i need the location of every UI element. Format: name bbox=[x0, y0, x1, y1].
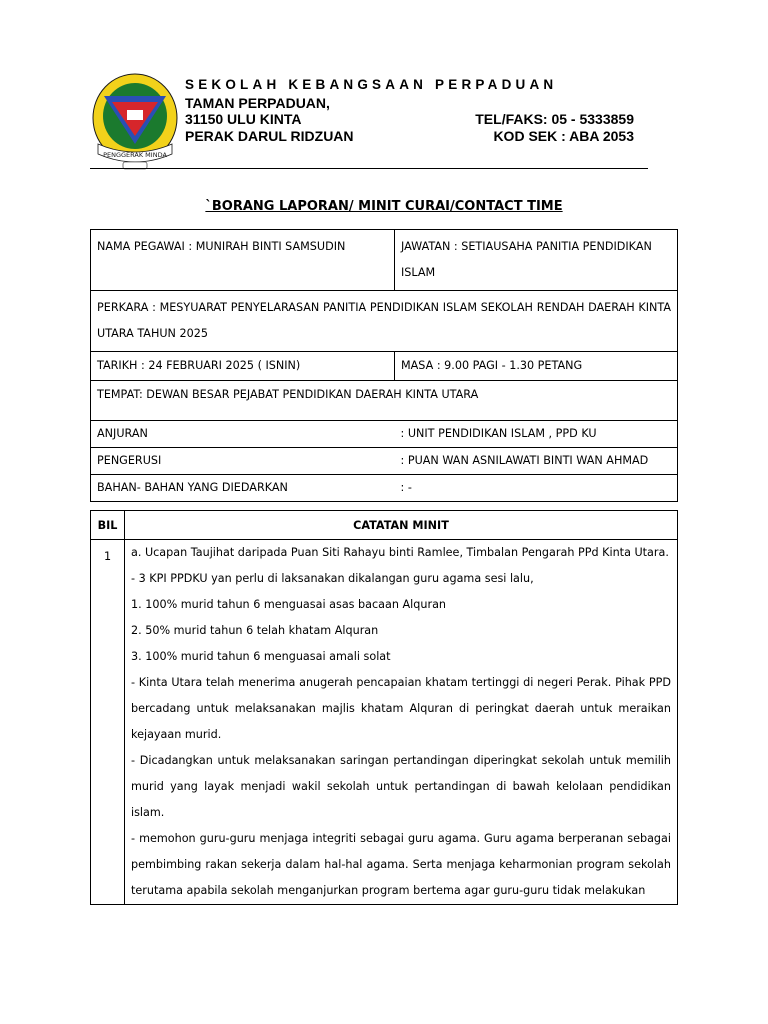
paragraph-2: - Dicadangkan untuk melaksanakan saringan pertandingan diperingkat sekolah untuk memilih murid yang layak menjadi wakil sekolah untuk pertandingan di bawah kelolaan pendidikan islam. bbox=[131, 754, 671, 819]
school-code: KOD SEK : ABA 2053 bbox=[493, 128, 634, 144]
item-a: a. Ucapan Taujihat daripada Puan Siti Rahayu binti Ramlee, Timbalan Pengarah PPd Kinta Utara. bbox=[131, 546, 669, 559]
bahan-label: BAHAN- BAHAN YANG DIEDARKAN bbox=[91, 475, 395, 502]
kpi-2: 2. 50% murid tahun 6 telah khatam Alquran bbox=[131, 624, 379, 637]
tempat: TEMPAT: DEWAN BESAR PEJABAT PENDIDIKAN DAERAH KINTA UTARA bbox=[91, 381, 678, 421]
kpi-3: 3. 100% murid tahun 6 menguasai amali solat bbox=[131, 650, 391, 663]
bahan-value: : - bbox=[395, 475, 678, 502]
pengerusi-label: PENGERUSI bbox=[91, 448, 395, 475]
nama-pegawai: NAMA PEGAWAI : MUNIRAH BINTI SAMSUDIN bbox=[91, 230, 395, 291]
info-table bbox=[90, 229, 678, 502]
anjuran-value: : UNIT PENDIDIKAN ISLAM , PPD KU bbox=[395, 421, 678, 448]
school-logo bbox=[90, 72, 180, 172]
minit-table bbox=[90, 510, 678, 905]
address-line-2: 31150 ULU KINTA bbox=[185, 111, 302, 127]
header-divider bbox=[90, 168, 648, 169]
paragraph-1: - Kinta Utara telah menerima anugerah pencapaian khatam tertinggi di negeri Perak. Pihak PPD bercadang untuk melaksanakan majlis khatam Alquran di peringkat daerah untuk meraikan kejayaan murid. bbox=[131, 676, 671, 741]
minit-content bbox=[125, 540, 678, 905]
anjuran-label: ANJURAN bbox=[91, 421, 395, 448]
tel-fax: TEL/FAKS: 05 - 5333859 bbox=[475, 111, 634, 127]
address-line-3: PERAK DARUL RIDZUAN bbox=[185, 128, 354, 144]
address-line-1: TAMAN PERPADUAN, bbox=[185, 95, 330, 111]
svg-text:PENGGERAK MINDA: PENGGERAK MINDA bbox=[103, 151, 167, 159]
pengerusi-value: : PUAN WAN ASNILAWATI BINTI WAN AHMAD bbox=[395, 448, 678, 475]
masa: MASA : 9.00 PAGI - 1.30 PETANG bbox=[395, 352, 678, 381]
kpi-1: 1. 100% murid tahun 6 menguasai asas bacaan Alquran bbox=[131, 598, 447, 611]
col-bil: BIL bbox=[91, 511, 125, 540]
jawatan: JAWATAN : SETIAUSAHA PANITIA PENDIDIKAN ISLAM bbox=[395, 230, 678, 291]
school-name: SEKOLAH KEBANGSAAN PERPADUAN bbox=[185, 77, 558, 92]
row-bil: 1 bbox=[91, 540, 125, 905]
tarikh: TARIKH : 24 FEBRUARI 2025 ( ISNIN) bbox=[91, 352, 395, 381]
form-title: `BORANG LAPORAN/ MINIT CURAI/CONTACT TIME bbox=[205, 199, 563, 214]
col-catatan: CATATAN MINIT bbox=[125, 511, 678, 540]
paragraph-3: - memohon guru-guru menjaga integriti sebagai guru agama. Guru agama berperanan sebagai pembimbing rakan sekerja dalam hal-hal agama. Serta menjaga keharmonian program sekolah terutama apabila sekolah menganjurkan program bertema agar guru-guru tidak melakukan bbox=[131, 832, 671, 897]
kpi-intro: - 3 KPI PPDKU yan perlu di laksanakan dikalangan guru agama sesi lalu, bbox=[131, 572, 534, 585]
perkara: PERKARA : MESYUARAT PENYELARASAN PANITIA PENDIDIKAN ISLAM SEKOLAH RENDAH DAERAH KINTA UTARA TAHUN 2025 bbox=[91, 291, 678, 352]
